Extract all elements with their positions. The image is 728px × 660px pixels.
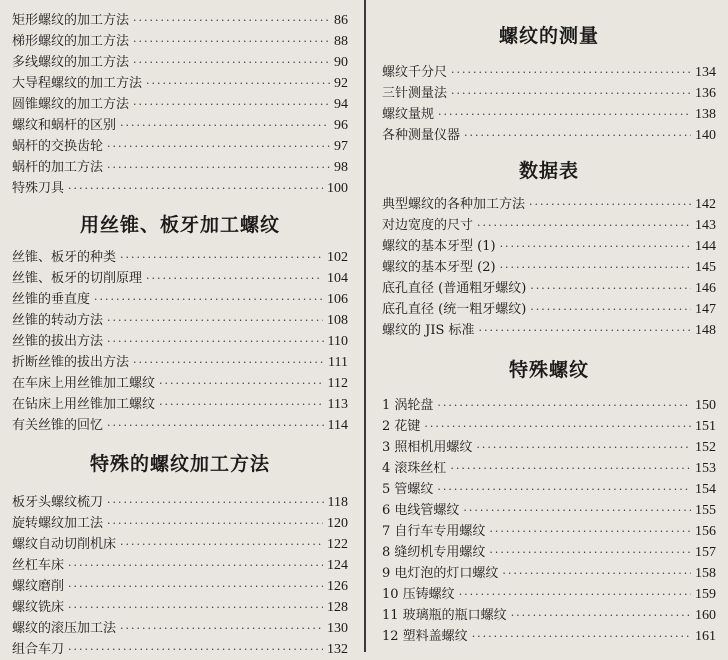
toc-entry (382, 395, 716, 416)
entry-page: 140 (695, 128, 716, 143)
toc-entry (12, 157, 348, 178)
toc-entry (382, 416, 716, 437)
entry-page: 154 (695, 482, 716, 497)
entry-title: 组合车刀 (12, 642, 65, 657)
leader-dots (133, 52, 330, 73)
toc-entry (12, 373, 348, 394)
entry-title: 底孔直径 (普通粗牙螺纹) (382, 281, 527, 296)
toc-entry (12, 534, 348, 555)
toc-entry (12, 115, 348, 136)
section-heading: 特殊的螺纹加工方法 (89, 453, 270, 475)
entry-title: 螺纹磨削 (12, 579, 65, 594)
entry-title: 7 自行车专用螺纹 (382, 524, 486, 539)
entry-page: 138 (695, 107, 716, 122)
entry-page: 112 (327, 376, 348, 391)
leader-dots (159, 373, 324, 394)
entry-page: 104 (327, 271, 348, 286)
toc-entry (12, 555, 348, 576)
entry-page: 106 (327, 292, 348, 307)
toc-entry (382, 104, 716, 125)
toc-entry (12, 94, 348, 115)
right-group-3 (382, 395, 716, 647)
entry-title: 丝锥的转动方法 (12, 313, 104, 328)
leader-dots (451, 62, 691, 83)
leader-dots (500, 236, 691, 257)
toc-entry (382, 215, 716, 236)
left-column (12, 0, 348, 660)
entry-title: 对边宽度的尺寸 (382, 218, 474, 233)
column-divider (364, 0, 366, 652)
leader-dots (133, 94, 330, 115)
toc-entry (382, 458, 716, 479)
toc-entry (382, 563, 716, 584)
entry-page: 155 (695, 503, 716, 518)
entry-title: 2 花键 (382, 419, 421, 434)
toc-entry (382, 299, 716, 320)
leader-dots (94, 289, 323, 310)
toc-entry (12, 352, 348, 373)
entry-page: 97 (334, 139, 348, 154)
leader-dots (159, 394, 324, 415)
entry-title: 板牙头螺纹梳刀 (12, 495, 104, 510)
entry-title: 螺纹的基本牙型 (2) (382, 260, 496, 275)
leader-dots (107, 513, 323, 534)
leader-dots (133, 352, 324, 373)
toc-entry (382, 584, 716, 605)
entry-title: 螺纹的滚压加工法 (12, 621, 117, 636)
leader-dots (107, 492, 324, 513)
toc-entry (12, 31, 348, 52)
toc-entry (12, 394, 348, 415)
toc-entry (382, 194, 716, 215)
leader-dots (68, 555, 323, 576)
entry-page: 143 (695, 218, 716, 233)
entry-page: 152 (695, 440, 716, 455)
toc-entry (382, 236, 716, 257)
entry-title: 在钻床上用丝锥加工螺纹 (12, 397, 156, 412)
toc-entry (382, 62, 716, 83)
entry-title: 丝杠车床 (12, 558, 65, 573)
leader-dots (530, 299, 691, 320)
leader-dots (68, 639, 323, 660)
entry-title: 丝锥的垂直度 (12, 292, 91, 307)
entry-title: 11 玻璃瓶的瓶口螺纹 (382, 608, 507, 623)
entry-page: 159 (695, 587, 716, 602)
toc-entry (382, 257, 716, 278)
entry-page: 151 (695, 419, 716, 434)
toc-entry (12, 415, 348, 436)
leader-dots (68, 597, 323, 618)
toc-entry (12, 310, 348, 331)
toc-entry (12, 178, 348, 199)
toc-entry (12, 52, 348, 73)
entry-page: 88 (334, 34, 348, 49)
toc-entry (382, 320, 716, 341)
toc-entry (12, 639, 348, 660)
toc-entry (12, 10, 348, 31)
leader-dots (107, 415, 324, 436)
entry-title: 6 电线管螺纹 (382, 503, 460, 518)
leader-dots (500, 257, 691, 278)
entry-title: 有关丝锥的回忆 (12, 418, 104, 433)
toc-entry (12, 247, 348, 268)
leader-dots (133, 31, 330, 52)
entry-title: 折断丝锥的拔出方法 (12, 355, 130, 370)
leader-dots (120, 534, 323, 555)
toc-entry (382, 605, 716, 626)
toc-entry (382, 125, 716, 146)
leader-dots (107, 136, 330, 157)
leader-dots (511, 605, 691, 626)
entry-title: 多线螺纹的加工方法 (12, 55, 130, 70)
leader-dots (438, 104, 691, 125)
leader-dots (502, 563, 691, 584)
entry-page: 92 (334, 76, 348, 91)
leader-dots (68, 576, 323, 597)
section-heading: 特殊螺纹 (508, 359, 589, 381)
toc-entry (12, 492, 348, 513)
entry-page: 90 (334, 55, 348, 70)
leader-dots (424, 416, 691, 437)
leader-dots (479, 320, 691, 341)
entry-title: 螺纹的 JIS 标准 (382, 323, 475, 338)
entry-page: 122 (327, 537, 348, 552)
leader-dots (146, 73, 330, 94)
entry-page: 94 (334, 97, 348, 112)
entry-title: 大导程螺纹的加工方法 (12, 76, 143, 91)
leader-dots (437, 479, 691, 500)
entry-title: 丝锥、板牙的种类 (12, 250, 117, 265)
entry-page: 128 (327, 600, 348, 615)
entry-page: 130 (327, 621, 348, 636)
leader-dots (107, 331, 324, 352)
entry-title: 在车床上用丝锥加工螺纹 (12, 376, 156, 391)
toc-entry (12, 289, 348, 310)
entry-page: 160 (695, 608, 716, 623)
entry-page: 111 (328, 355, 348, 370)
entry-page: 132 (327, 642, 348, 657)
entry-page: 134 (695, 65, 716, 80)
leader-dots (437, 395, 691, 416)
leader-dots (120, 115, 330, 136)
toc-entry (12, 268, 348, 289)
entry-title: 螺纹的基本牙型 (1) (382, 239, 496, 254)
entry-page: 158 (695, 566, 716, 581)
leader-dots (146, 268, 323, 289)
entry-title: 4 滚珠丝杠 (382, 461, 447, 476)
right-group-2 (382, 194, 716, 341)
entry-page: 142 (695, 197, 716, 212)
right-column (382, 0, 716, 647)
entry-title: 10 压铸螺纹 (382, 587, 455, 602)
entry-title: 螺纹自动切削机床 (12, 537, 117, 552)
entry-page: 96 (334, 118, 348, 133)
toc-entry (12, 513, 348, 534)
leader-dots (489, 542, 691, 563)
entry-page: 114 (327, 418, 348, 433)
toc-entry (382, 437, 716, 458)
entry-title: 矩形螺纹的加工方法 (12, 13, 130, 28)
entry-title: 底孔直径 (统一粗牙螺纹) (382, 302, 527, 317)
entry-page: 120 (327, 516, 348, 531)
toc-entry (12, 576, 348, 597)
entry-page: 146 (695, 281, 716, 296)
entry-title: 9 电灯泡的灯口螺纹 (382, 566, 499, 581)
entry-title: 螺纹量规 (382, 107, 435, 122)
entry-title: 圆锥螺纹的加工方法 (12, 97, 130, 112)
entry-title: 螺纹铣床 (12, 600, 65, 615)
leader-dots (450, 458, 691, 479)
entry-page: 147 (695, 302, 716, 317)
toc-entry (12, 597, 348, 618)
entry-page: 126 (327, 579, 348, 594)
entry-page: 153 (695, 461, 716, 476)
left-group-2 (12, 247, 348, 436)
entry-title: 丝锥的拔出方法 (12, 334, 104, 349)
entry-page: 161 (695, 629, 716, 644)
toc-entry (12, 618, 348, 639)
entry-page: 145 (695, 260, 716, 275)
entry-title: 螺纹和蜗杆的区别 (12, 118, 117, 133)
entry-page: 108 (327, 313, 348, 328)
leader-dots (464, 125, 691, 146)
right-group-1 (382, 62, 716, 146)
toc-entry (382, 542, 716, 563)
entry-page: 157 (695, 545, 716, 560)
leader-dots (529, 194, 691, 215)
entry-page: 144 (695, 239, 716, 254)
leader-dots (133, 10, 330, 31)
entry-page: 113 (327, 397, 348, 412)
toc-entry (382, 278, 716, 299)
entry-page: 150 (695, 398, 716, 413)
leader-dots (120, 618, 323, 639)
toc-entry (382, 521, 716, 542)
section-heading: 用丝锥、板牙加工螺纹 (79, 214, 280, 236)
leader-dots (476, 437, 691, 458)
leader-dots (451, 83, 691, 104)
section-heading: 螺纹的测量 (498, 25, 599, 47)
entry-title: 三针测量法 (382, 86, 448, 101)
toc-entry (382, 83, 716, 104)
entry-title: 丝锥、板牙的切削原理 (12, 271, 143, 286)
toc-entry (12, 136, 348, 157)
toc-entry (382, 626, 716, 647)
leader-dots (68, 178, 323, 199)
entry-page: 86 (334, 13, 348, 28)
leader-dots (472, 626, 691, 647)
entry-title: 旋转螺纹加工法 (12, 516, 104, 531)
toc-entry (382, 479, 716, 500)
entry-page: 148 (695, 323, 716, 338)
entry-title: 典型螺纹的各种加工方法 (382, 197, 526, 212)
left-group-1 (12, 10, 348, 199)
entry-title: 蜗杆的加工方法 (12, 160, 104, 175)
entry-title: 8 缝纫机专用螺纹 (382, 545, 486, 560)
entry-page: 156 (695, 524, 716, 539)
leader-dots (477, 215, 691, 236)
entry-title: 特殊刀具 (12, 181, 65, 196)
entry-page: 100 (327, 181, 348, 196)
left-group-3 (12, 492, 348, 660)
entry-title: 1 涡轮盘 (382, 398, 434, 413)
leader-dots (463, 500, 691, 521)
toc-entry (382, 500, 716, 521)
entry-title: 12 塑料盖螺纹 (382, 629, 468, 644)
entry-title: 梯形螺纹的加工方法 (12, 34, 130, 49)
entry-title: 5 管螺纹 (382, 482, 434, 497)
entry-page: 102 (327, 250, 348, 265)
toc-entry (12, 331, 348, 352)
entry-title: 蜗杆的交换齿轮 (12, 139, 104, 154)
toc-entry (12, 73, 348, 94)
leader-dots (120, 247, 323, 268)
entry-page: 110 (327, 334, 348, 349)
entry-title: 螺纹千分尺 (382, 65, 448, 80)
entry-title: 3 照相机用螺纹 (382, 440, 473, 455)
section-heading: 数据表 (518, 160, 579, 182)
leader-dots (489, 521, 691, 542)
entry-page: 136 (695, 86, 716, 101)
leader-dots (459, 584, 691, 605)
entry-page: 118 (327, 495, 348, 510)
leader-dots (107, 310, 323, 331)
leader-dots (107, 157, 330, 178)
entry-title: 各种测量仪器 (382, 128, 461, 143)
leader-dots (530, 278, 691, 299)
entry-page: 124 (327, 558, 348, 573)
entry-page: 98 (334, 160, 348, 175)
